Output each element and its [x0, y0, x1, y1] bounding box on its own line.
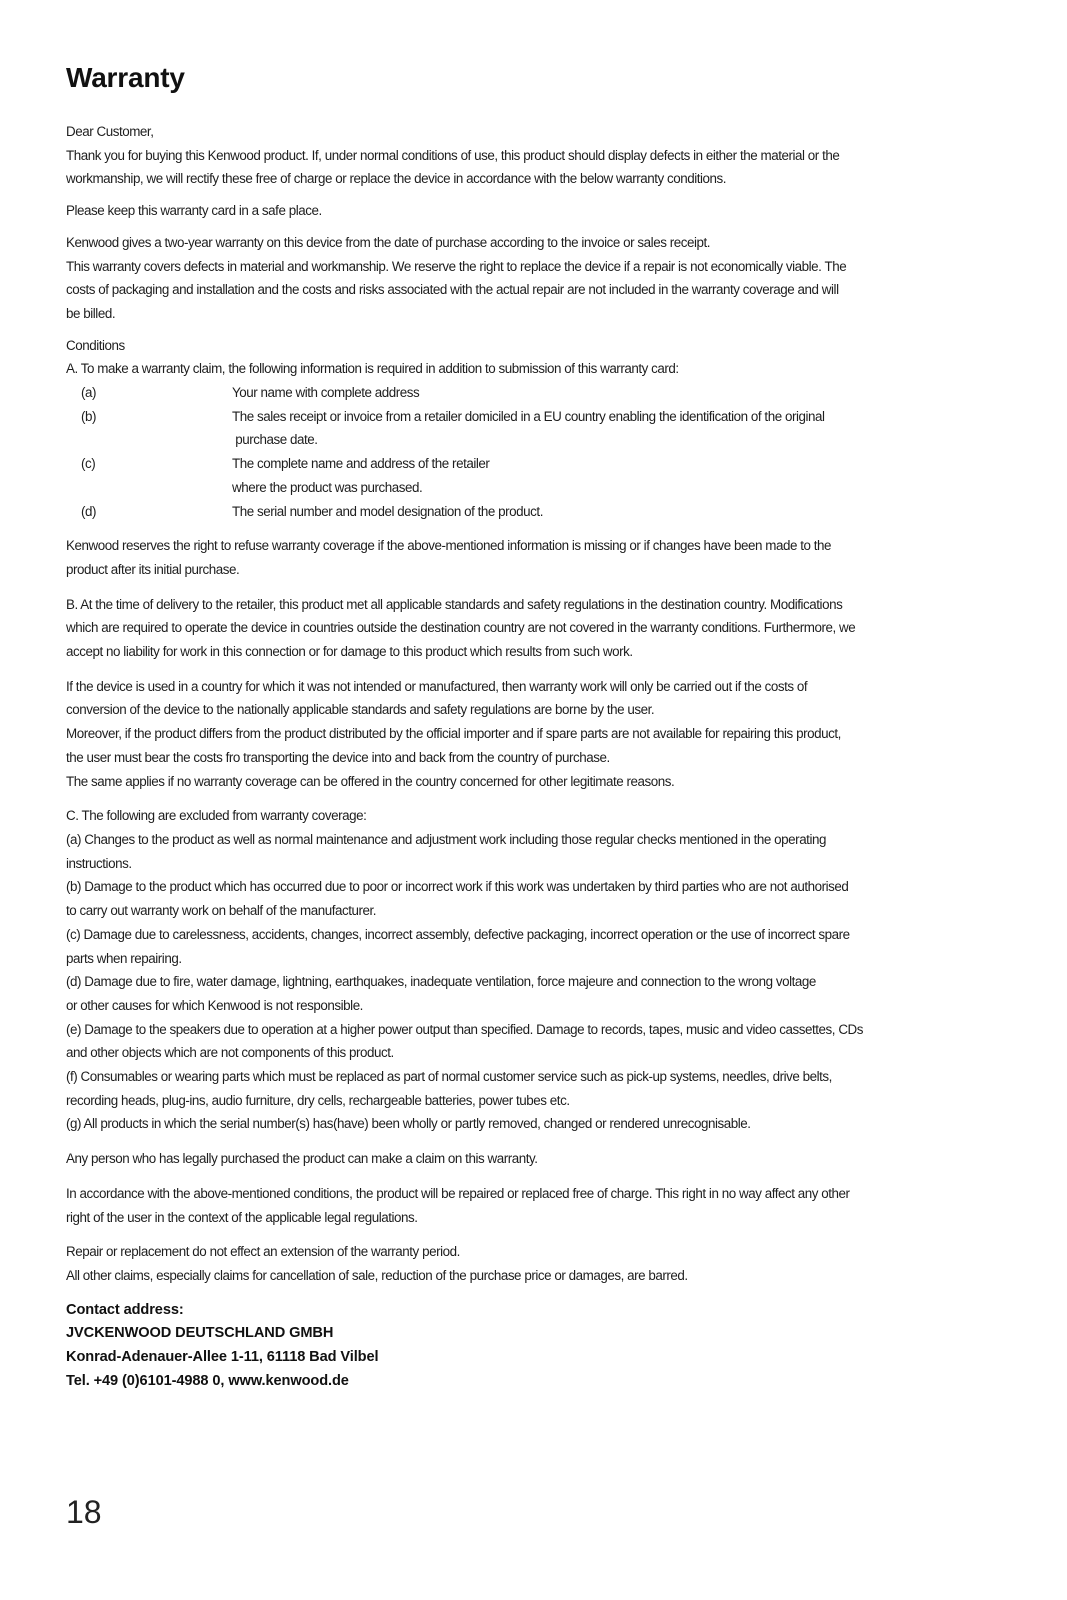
claim-item-text: The sales receipt or invoice from a retailer domiciled in a EU country enabling the identification of the original — [232, 408, 825, 424]
conditions-c-line: (e) Damage to the speakers due to operation at a higher power output than specified. Damage to records, tapes, music and video cassettes, CDs — [66, 1021, 864, 1037]
repair-line: Repair or replacement do not effect an extension of the warranty period. — [66, 1244, 460, 1260]
claim-item — [66, 452, 986, 499]
claim-item — [66, 405, 986, 452]
conditions-c-line: C. The following are excluded from warranty coverage: — [66, 808, 367, 824]
claim-item — [66, 381, 986, 405]
conditions-b-line: accept no liability for work in this connection or for damage to this product which results from such work. — [66, 644, 633, 660]
contact-street: Konrad-Adenauer-Allee 1-11, 61118 Bad Vilbel — [66, 1349, 379, 1366]
conditions-c-line: or other causes for which Kenwood is not responsible. — [66, 997, 363, 1013]
coverage-line: be billed. — [66, 305, 116, 321]
other-country-line: Moreover, if the product differs from the product distributed by the official importer and if spare parts are not available for repairing this product, — [66, 726, 841, 742]
conditions-heading: Conditions — [66, 337, 125, 353]
claim-item-key: (a) — [81, 385, 97, 401]
claim-item-key: (c) — [81, 456, 96, 472]
intro-line: Thank you for buying this Kenwood product. If, under normal conditions of use, this product should display defects in either the material or the — [66, 147, 840, 163]
accordance-line: In accordance with the above-mentioned conditions, the product will be repaired or replaced free of charge. This right in no way affect any other — [66, 1185, 850, 1201]
page-title: Warranty — [66, 62, 185, 93]
intro-paragraph — [66, 120, 986, 191]
claim-item-text: where the product was purchased. — [232, 479, 423, 495]
accordance-line: right of the user in the context of the applicable legal regulations. — [66, 1209, 418, 1225]
claim-item-key: (d) — [81, 503, 97, 519]
accordance-paragraph — [66, 1182, 986, 1229]
contact-address — [66, 1299, 986, 1394]
conditions-b-paragraph — [66, 593, 986, 664]
conditions-a-intro: A. To make a warranty claim, the following information is required in addition to submission of this warranty card: — [66, 361, 679, 377]
other-country-line: If the device is used in a country for which it was not intended or manufactured, then warranty work will only be carried out if the costs of — [66, 678, 808, 694]
claim-item-text: Your name with complete address — [232, 385, 420, 401]
conditions-c-line: and other objects which are not components of this product. — [66, 1045, 394, 1061]
conditions-c-line: parts when repairing. — [66, 950, 182, 966]
conditions-section — [66, 334, 986, 524]
conditions-c-line: to carry out warranty work on behalf of the manufacturer. — [66, 903, 377, 919]
claim-item-text: The serial number and model designation of the product. — [232, 503, 543, 519]
conditions-b-line: which are required to operate the device in countries outside the destination country are not covered in the warranty conditions. Furthermore, we — [66, 620, 856, 636]
conditions-c-line: recording heads, plug-ins, audio furniture, dry cells, rechargeable batteries, power tubes etc. — [66, 1092, 570, 1108]
refuse-line: product after its initial purchase. — [66, 561, 240, 577]
repair-line: All other claims, especially claims for cancellation of sale, reduction of the purchase price or damages, are barred. — [66, 1267, 688, 1283]
conditions-c-line: (f) Consumables or wearing parts which must be replaced as part of normal customer service such as pick-up systems, needles, drive belts, — [66, 1069, 832, 1085]
keep-card-paragraph: Please keep this warranty card in a safe place. — [66, 203, 322, 219]
other-country-line: conversion of the device to the nationally applicable standards and safety regulations are borne by the user. — [66, 702, 655, 718]
contact-heading: Contact address: — [66, 1301, 184, 1318]
conditions-c-paragraph — [66, 804, 986, 1136]
any-person-paragraph: Any person who has legally purchased the product can make a claim on this warranty. — [66, 1151, 538, 1167]
refuse-paragraph — [66, 534, 986, 581]
coverage-paragraph — [66, 231, 986, 326]
intro-line: workmanship, we will rectify these free of charge or replace the device in accordance with the below warranty conditions. — [66, 171, 727, 187]
conditions-c-line: (g) All products in which the serial number(s) has(have) been wholly or partly removed, changed or rendered unrecognisable. — [66, 1116, 751, 1132]
other-country-paragraph — [66, 675, 986, 794]
conditions-c-line: instructions. — [66, 855, 132, 871]
other-country-line: the user must bear the costs fro transporting the device into and back from the country of purchase. — [66, 749, 610, 765]
refuse-line: Kenwood reserves the right to refuse warranty coverage if the above-mentioned information is missing or if changes have been made to the — [66, 538, 832, 554]
claim-item-text: purchase date. — [232, 432, 318, 448]
page-number: 18 — [66, 1494, 102, 1530]
conditions-c-line: (b) Damage to the product which has occurred due to poor or incorrect work if this work was undertaken by third parties who are not authorised — [66, 879, 849, 895]
salutation: Dear Customer, — [66, 124, 154, 139]
conditions-c-line: (a) Changes to the product as well as normal maintenance and adjustment work including those regular checks mentioned in the operating — [66, 831, 826, 847]
contact-company: JVCKENWOOD DEUTSCHLAND GMBH — [66, 1325, 334, 1342]
claim-item-key: (b) — [81, 408, 97, 424]
contact-phone-web: Tel. +49 (0)6101-4988 0, www.kenwood.de — [66, 1372, 349, 1389]
conditions-c-line: (c) Damage due to carelessness, accidents, changes, incorrect assembly, defective packaging, incorrect operation or the use of incorrect spare — [66, 926, 850, 942]
other-country-line: The same applies if no warranty coverage can be offered in the country concerned for other legitimate reasons. — [66, 773, 675, 789]
coverage-line: costs of packaging and installation and the costs and risks associated with the actual repair are not included in the warranty coverage and will — [66, 282, 839, 298]
repair-paragraph — [66, 1240, 986, 1287]
claim-item — [66, 500, 986, 524]
conditions-b-line: B. At the time of delivery to the retailer, this product met all applicable standards and safety regulations in the destination country. Modifications — [66, 596, 843, 612]
coverage-line: This warranty covers defects in material and workmanship. We reserve the right to replace the device if a repair is not economically viable. The — [66, 258, 847, 274]
conditions-c-line: (d) Damage due to fire, water damage, lightning, earthquakes, inadequate ventilation, force majeure and connection to the wrong voltage — [66, 974, 816, 990]
coverage-line: Kenwood gives a two-year warranty on this device from the date of purchase according to the invoice or sales receipt. — [66, 234, 711, 250]
warranty-page — [66, 60, 986, 1393]
claim-item-text: The complete name and address of the retailer — [232, 456, 490, 472]
